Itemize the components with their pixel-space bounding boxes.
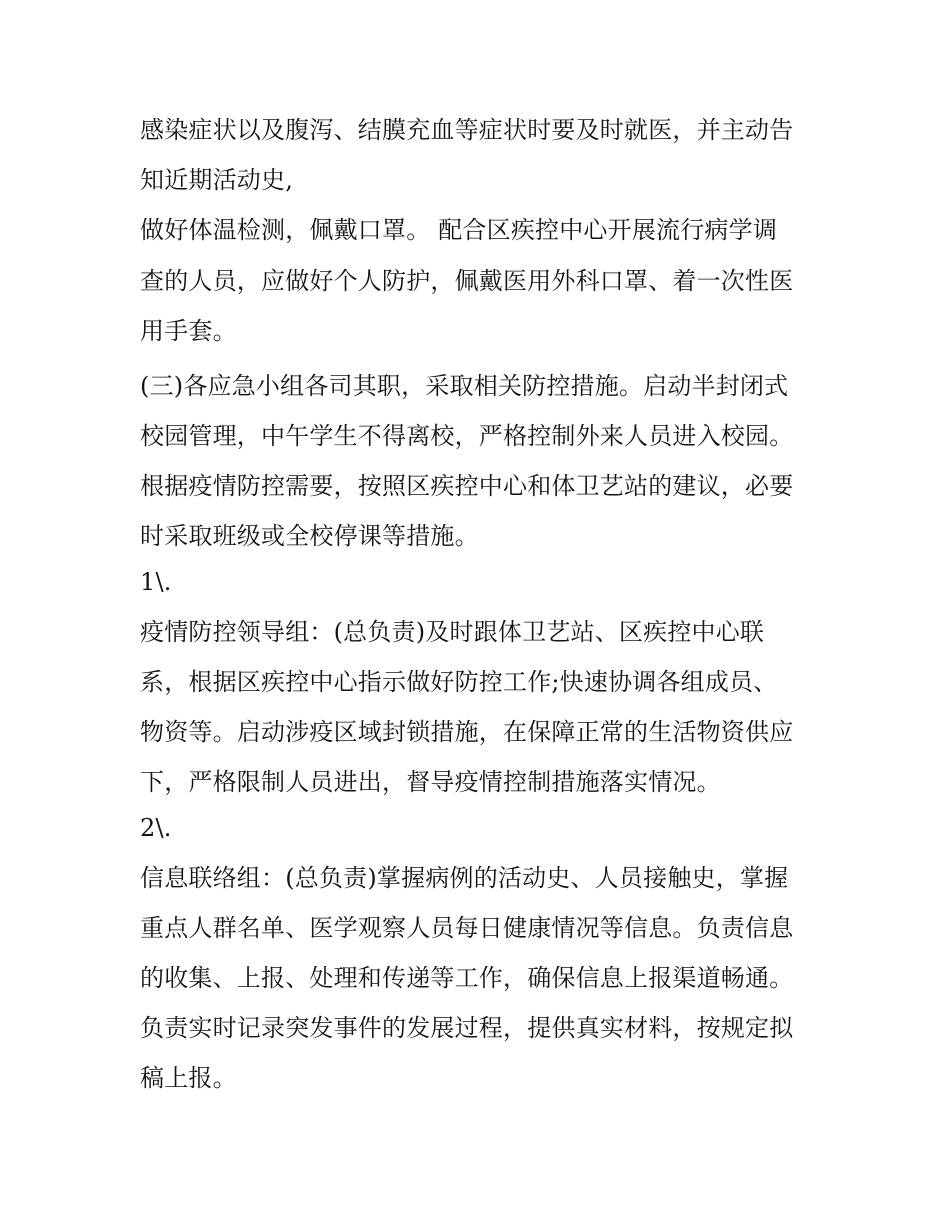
text-line: 信息联络组：(总负责)掌握病例的活动史、人员接触史，掌握	[140, 864, 789, 892]
text-line: 稿上报。	[140, 1064, 237, 1092]
text-line: 负责实时记录突发事件的发展过程，提供真实材料，按规定拟	[140, 1014, 794, 1042]
text-line: 系，根据区疾控中心指示做好防控工作;快速协调各组成员、	[140, 668, 778, 696]
text-line: 用手套。	[140, 317, 237, 345]
text-line: 校园管理，中午学生不得离校，严格控制外来人员进入校园。	[140, 422, 794, 450]
text-line: 感染症状以及腹泻、结膜充血等症状时要及时就医，并主动告	[140, 116, 794, 144]
text-line: 重点人群名单、医学观察人员每日健康情况等信息。负责信息	[140, 914, 794, 942]
text-line: 1\.	[140, 568, 172, 596]
text-line: 做好体温检测，佩戴口罩。 配合区疾控中心开展流行病学调	[140, 216, 778, 244]
text-line: 下，严格限制人员进出，督导疫情控制措施落实情况。	[140, 768, 721, 796]
text-line: 知近期活动史,	[140, 166, 294, 194]
text-line: 疫情防控领导组：(总负责)及时跟体卫艺站、区疾控中心联	[140, 618, 765, 646]
text-line: 时采取班级或全校停课等措施。	[140, 522, 479, 550]
text-line: 2\.	[140, 814, 172, 842]
text-line: 的收集、上报、处理和传递等工作，确保信息上报渠道畅通。	[140, 964, 794, 992]
text-line: 查的人员，应做好个人防护，佩戴医用外科口罩、着一次性医	[140, 267, 794, 295]
text-line: 根据疫情防控需要，按照区疾控中心和体卫艺站的建议，必要	[140, 472, 794, 500]
text-line: (三)各应急小组各司其职，采取相关防控措施。启动半封闭式	[140, 372, 789, 400]
text-line: 物资等。启动涉疫区域封锁措施，在保障正常的生活物资供应	[140, 718, 794, 746]
